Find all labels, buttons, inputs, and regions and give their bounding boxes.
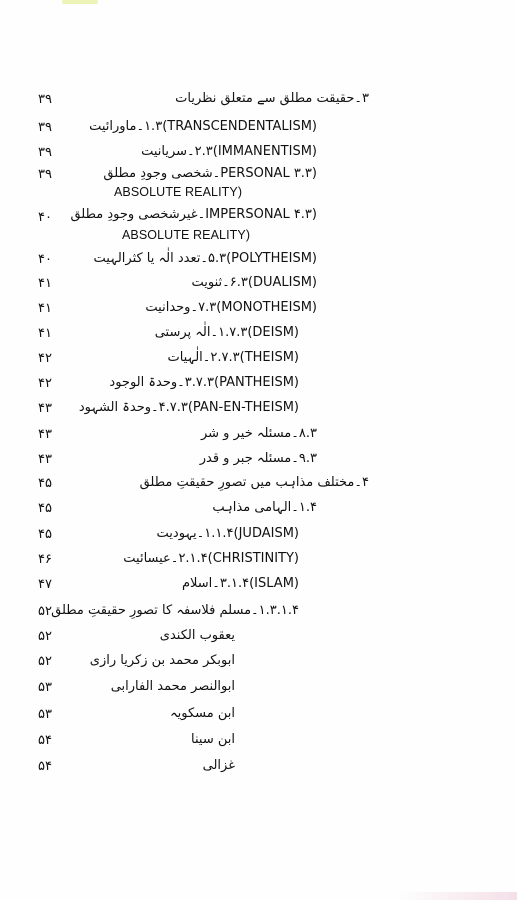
page-number: ۴۳	[38, 401, 52, 416]
page-number: ۴۵	[38, 527, 52, 542]
page-number: ۵۲	[38, 654, 52, 669]
page-number: ۳۹	[38, 120, 52, 135]
entry-title: (DUALISM)۶.۳۔ثنویت	[191, 275, 317, 290]
entry-title-continuation: ABSOLUTE REALITY)	[114, 185, 243, 199]
entry-title: (CHRISTINITY)۲.۱.۴۔عیسائیت	[123, 551, 299, 566]
page-number: ۴۵	[38, 476, 52, 491]
page-number: ۵۲	[38, 629, 52, 644]
entry-title: (IMMANENTISM)۲.۳۔سریانیت	[141, 144, 317, 159]
entry-title: (JUDAISM)۱.۱.۴۔یہودیت	[156, 526, 299, 541]
entry-title: ابن سینا	[191, 732, 235, 747]
entry-title: غزالی	[202, 758, 235, 773]
page-number: ۴۲	[38, 351, 52, 366]
page-number: ۵۴	[38, 733, 52, 748]
page-number: ۵۴	[38, 759, 52, 774]
page-number: ۵۳	[38, 680, 52, 695]
entry-title: ۱.۳.۱.۴۔مسلم فلاسفہ کا تصورِ حقیقتِ مطلق	[51, 603, 299, 618]
page-number: ۴۰	[38, 210, 52, 225]
page-number: ۴۵	[38, 501, 52, 516]
entry-title: (TRANSCENDENTALISM)۱.۳۔ماورائیت	[89, 119, 317, 134]
entry-title: ۱.۴۔الہامی مذاہب	[212, 500, 317, 515]
entry-title: ۳۔حقیقت مطلق سے متعلق نظریات	[175, 91, 369, 106]
entry-title: (POLYTHEISM)۵.۳۔تعدد الٰہ یا کثرالہیت	[93, 251, 317, 266]
entry-title-continuation: ABSOLUTE REALITY)	[122, 228, 251, 242]
page-number: ۳۹	[38, 167, 52, 182]
page-number: ۵۲	[38, 604, 52, 619]
entry-title: (IMPERSONAL ۴.۳۔غیرشخصی وجودِ مطلق	[70, 207, 317, 222]
entry-title: یعقوب الکندی	[159, 628, 235, 643]
page-number: ۳۹	[38, 92, 52, 107]
page-number: ۴۲	[38, 376, 52, 391]
entry-title: ۹.۳۔مسئلہ جبر و قدر	[199, 451, 317, 466]
page-number: ۴۱	[38, 301, 52, 316]
entry-title: ۴۔مختلف مذاہب میں تصورِ حقیقتِ مطلق	[139, 475, 369, 490]
page-number: ۴۱	[38, 326, 52, 341]
page-number: ۴۱	[38, 276, 52, 291]
entry-title: ابوالنصر محمد الفارابی	[110, 679, 235, 694]
page-number: ۴۳	[38, 427, 52, 442]
page-number: ۴۶	[38, 552, 52, 567]
page-number: ۳۹	[38, 145, 52, 160]
entry-title: (PAN-EN-THEISM)۴.۷.۳۔وحدۃ الشہود	[78, 400, 299, 415]
paper-edge-tint	[397, 892, 517, 900]
entry-title: (ISLAM)۳.۱.۴۔اسلام	[181, 576, 299, 591]
entry-title: (PANTHEISM)۳.۷.۳۔وحدۃ الوجود	[109, 375, 299, 390]
entry-title: (DEISM)۱.۷.۳۔الٰہ پرستی	[154, 325, 299, 340]
page-number: ۴۷	[38, 577, 52, 592]
paper-smudge	[62, 0, 98, 4]
entry-title: (PERSONAL ۳.۳۔شخصی وجودِ مطلق	[103, 166, 317, 181]
entry-title: ۸.۳۔مسئلہ خیر و شر	[200, 426, 317, 441]
entry-title: ابوبکر محمد بن زکریا رازی	[89, 653, 235, 668]
entry-title: ابن مسکویہ	[170, 706, 235, 721]
entry-title: (MONOTHEISM)۷.۳۔وحدانیت	[145, 300, 317, 315]
page-number: ۵۳	[38, 707, 52, 722]
page-number: ۴۳	[38, 452, 52, 467]
page-number: ۴۰	[38, 252, 52, 267]
entry-title: (THEISM)۲.۷.۳۔الٰہیات	[167, 350, 299, 365]
